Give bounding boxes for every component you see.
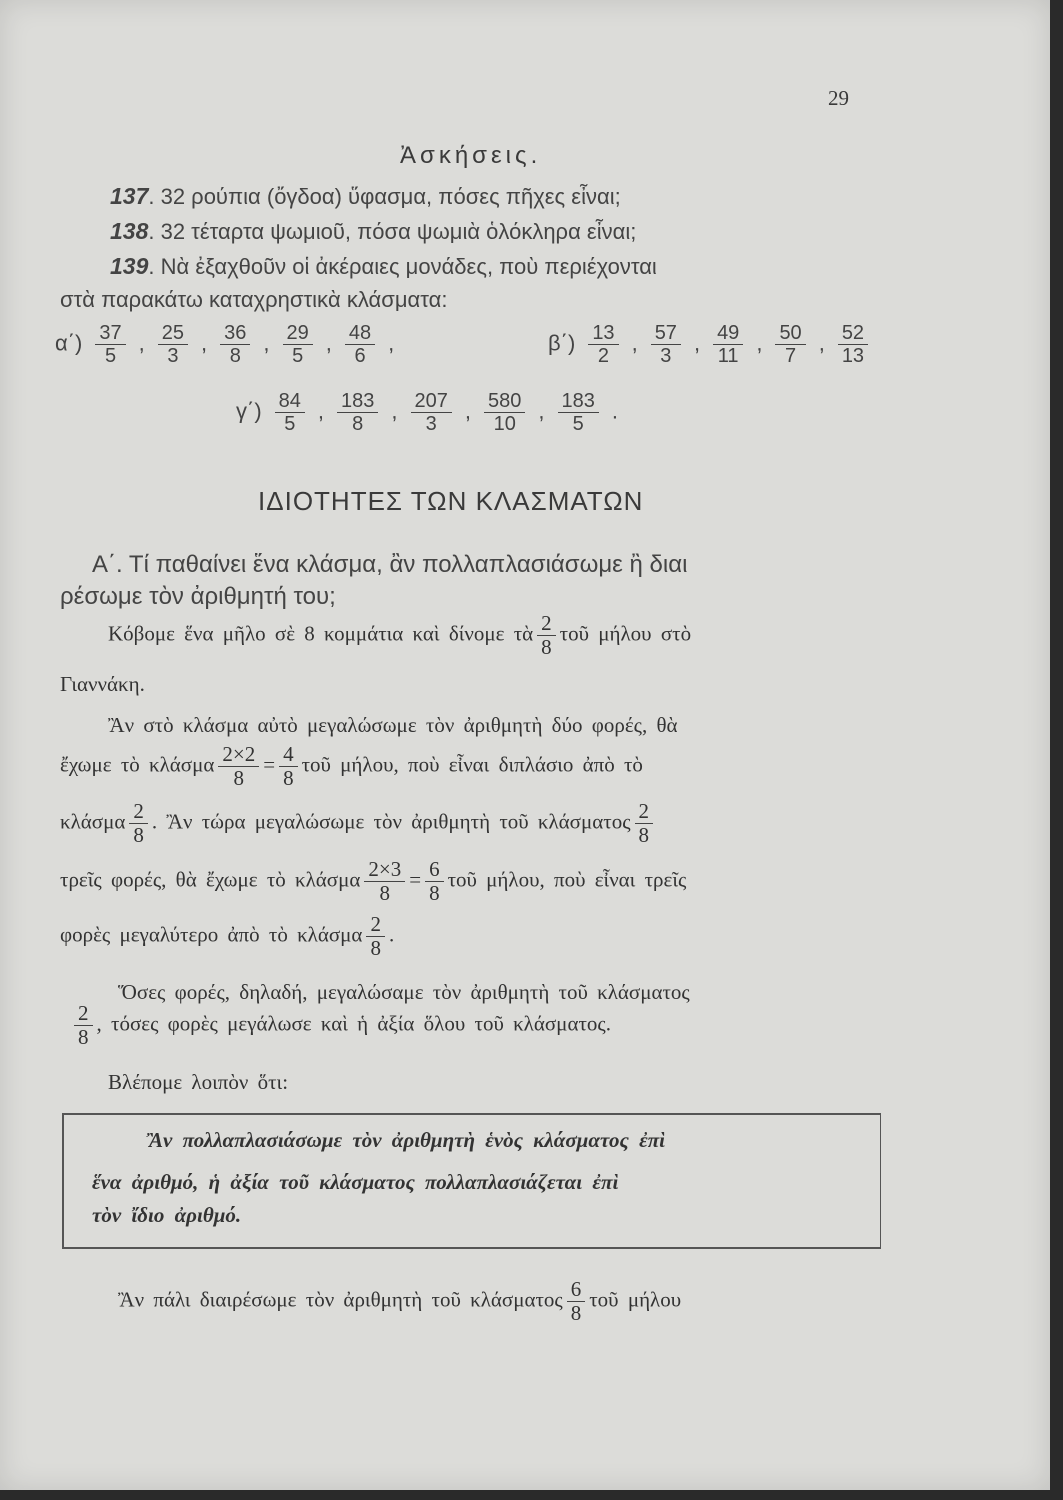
denominator: 8 — [638, 823, 650, 848]
denominator: 8 — [429, 881, 440, 906]
page-number: 29 — [828, 86, 849, 110]
numerator: 50 — [775, 322, 805, 345]
text-segment: τοῦ μήλου, ποὺ εἶναι τρεῖς — [447, 867, 687, 892]
denominator: 13 — [841, 345, 865, 367]
fraction — [713, 322, 743, 367]
text-segment: Γιαννάκη. — [60, 672, 145, 696]
fraction — [425, 858, 444, 905]
numerator: 49 — [713, 322, 743, 345]
denominator: 8 — [352, 413, 364, 435]
text-line — [60, 672, 145, 697]
text-line — [108, 612, 691, 659]
exercise-number: 138 — [110, 218, 149, 244]
denominator: 8 — [233, 766, 245, 791]
text-segment: Βλέπομε λοιπὸν ὅτι: — [108, 1070, 289, 1094]
denominator: 8 — [379, 881, 391, 906]
text-segment: , — [631, 330, 638, 356]
fraction — [279, 743, 298, 790]
fraction — [366, 913, 385, 960]
numerator: 84 — [275, 390, 305, 413]
text-segment: , — [818, 330, 825, 356]
fraction — [283, 322, 313, 367]
text-segment: τρεῖς φορές, θὰ ἔχωμε τὸ κλάσμα — [60, 867, 361, 892]
numerator: 580 — [484, 390, 525, 413]
denominator: 8 — [133, 823, 144, 848]
text-line — [60, 287, 447, 313]
fraction — [588, 322, 618, 367]
denominator: 8 — [370, 936, 381, 961]
text-segment: φορὲς μεγαλύτερο ἀπὸ τὸ κλάσμα — [60, 922, 363, 947]
text-segment: τοῦ μήλου — [589, 1287, 682, 1312]
numerator: 36 — [220, 322, 250, 345]
numerator: 48 — [345, 322, 375, 345]
fraction — [635, 800, 654, 847]
denominator: 5 — [292, 345, 304, 367]
denominator: 8 — [541, 635, 552, 660]
exercise-number: 139 — [110, 253, 149, 279]
text-segment: , — [538, 398, 545, 424]
text-segment: , — [317, 398, 325, 424]
text-line — [92, 551, 687, 579]
fraction-row — [236, 390, 618, 435]
text-segment: = — [409, 867, 422, 892]
text-segment: Ἂν πάλι διαιρέσωμε τὸν ἀριθμητὴ τοῦ κλάσματος — [118, 1287, 563, 1312]
text-segment: . Νὰ ἐξαχθοῦν οἱ ἀκέραιες μονάδες, ποὺ περιέχονται — [148, 254, 657, 279]
text-segment: Κόβομε ἕνα μῆλο σὲ 8 κομμάτια καὶ δίνομε τὰ — [108, 621, 534, 646]
rule-text-line — [92, 1170, 618, 1195]
text-segment: . Ἂν τώρα μεγαλώσωμε τὸν ἀριθμητὴ τοῦ κλάσματος — [151, 809, 631, 834]
numerator: 37 — [95, 322, 125, 345]
text-segment: τοῦ μήλου στὸ — [559, 621, 692, 646]
denominator: 5 — [104, 345, 117, 367]
text-segment: , — [263, 330, 270, 356]
text-segment: . — [388, 922, 395, 947]
text-segment: ἕνα ἀριθμό, ἡ ἀξία τοῦ κλάσματος πολλαπλασιάζεται ἐπὶ — [92, 1170, 619, 1194]
denominator: 5 — [284, 413, 296, 435]
fraction — [95, 322, 125, 367]
fraction — [775, 322, 805, 367]
denominator: 11 — [717, 345, 739, 367]
numerator: 2×2 — [218, 743, 259, 767]
text-line — [60, 913, 394, 960]
denominator: 5 — [572, 413, 584, 435]
text-segment: , — [693, 330, 701, 356]
text-segment: Α΄. Τί παθαίνει ἕνα κλάσμα, ἂν πολλαπλασιάσωμε ἢ διαι — [92, 551, 688, 578]
denominator: 2 — [597, 345, 609, 367]
text-segment: στὰ παρακάτω καταχρηστικὰ κλάσματα: — [60, 287, 448, 312]
text-segment: Ἂν πολλαπλασιάσωμε τὸν ἀριθμητὴ ἑνὸς κλάσματος ἐπὶ — [148, 1128, 666, 1152]
text-line — [110, 218, 636, 245]
numerator: 2 — [537, 612, 556, 636]
numerator: 2×3 — [364, 858, 405, 882]
denominator: 8 — [570, 1301, 582, 1326]
numerator: 2 — [74, 1002, 93, 1026]
text-segment: τοῦ μήλου, ποὺ εἶναι διπλάσιο ἀπὸ τὸ — [301, 752, 643, 777]
text-segment: , — [388, 330, 395, 356]
text-segment: Ὅσες φορές, δηλαδή, μεγαλώσαμε τὸν ἀριθμητὴ τοῦ κλάσματος — [118, 980, 690, 1004]
text-line — [60, 743, 643, 790]
exercise-number: 137 — [110, 183, 149, 209]
text-line — [110, 253, 657, 280]
exercises-heading: Ἀσκήσεις. — [400, 142, 542, 169]
numerator: 183 — [558, 390, 599, 413]
numerator: 4 — [279, 743, 298, 767]
fraction — [411, 390, 452, 435]
text-segment: β΄) — [548, 330, 576, 356]
text-line — [110, 183, 621, 210]
numerator: 2 — [366, 913, 385, 937]
fraction — [364, 858, 405, 905]
fraction — [838, 322, 868, 367]
numerator: 183 — [337, 390, 378, 413]
fraction — [275, 390, 305, 435]
text-segment: ἔχωμε τὸ κλάσμα — [60, 752, 215, 777]
text-segment: , — [756, 330, 763, 356]
text-line — [60, 858, 686, 905]
text-segment: , — [464, 398, 472, 424]
text-line — [70, 1002, 611, 1049]
numerator: 207 — [411, 390, 452, 413]
fraction — [558, 390, 599, 435]
text-segment: , τόσες φορὲς μεγάλωσε καὶ ἡ ἀξία ὅλου τοῦ κλάσματος. — [96, 1011, 611, 1036]
text-line — [118, 1278, 681, 1325]
numerator: 6 — [567, 1278, 586, 1302]
fraction — [220, 322, 250, 367]
text-segment: = — [263, 752, 276, 777]
fraction — [484, 390, 525, 435]
text-segment: . — [611, 398, 619, 424]
denominator: 8 — [283, 766, 294, 791]
denominator: 6 — [354, 345, 366, 367]
fraction-row — [548, 322, 881, 367]
text-segment: γ΄) — [236, 398, 262, 424]
fraction — [129, 800, 148, 847]
section-title: ΙΔΙΟΤΗΤΕΣ ΤΩΝ ΚΛΑΣΜΑΤΩΝ — [258, 486, 644, 516]
numerator: 2 — [635, 800, 654, 824]
rule-text-line — [92, 1203, 241, 1228]
text-segment: ρέσωμε τὸν ἀριθμητή του; — [60, 583, 336, 610]
fraction — [158, 322, 188, 367]
text-segment: , — [201, 330, 208, 356]
fraction — [567, 1278, 586, 1325]
text-line — [108, 1070, 288, 1095]
denominator: 8 — [78, 1025, 89, 1050]
rule-text-line — [148, 1128, 665, 1153]
text-segment: Ἂν στὸ κλάσμα αὐτὸ μεγαλώσωμε τὸν ἀριθμητὴ δύο φορές, θὰ — [108, 713, 678, 737]
fraction — [345, 322, 375, 367]
numerator: 6 — [425, 858, 444, 882]
text-line — [60, 583, 336, 611]
text-segment: , — [138, 330, 145, 356]
denominator: 8 — [229, 345, 241, 367]
text-segment: , — [325, 330, 332, 356]
text-line — [108, 713, 678, 738]
fraction-row — [55, 322, 394, 367]
fraction — [74, 1002, 93, 1049]
numerator: 25 — [158, 322, 188, 345]
text-segment: , — [391, 398, 398, 424]
numerator: 29 — [283, 322, 313, 345]
text-segment: α΄) — [55, 330, 83, 356]
denominator: 3 — [167, 345, 179, 367]
fraction — [337, 390, 378, 435]
denominator: 3 — [660, 345, 672, 367]
denominator: 7 — [785, 345, 797, 367]
numerator: 57 — [651, 322, 681, 345]
text-segment: . 32 τέταρτα ψωμιοῦ, πόσα ψωμιὰ ὁλόκληρα εἶναι; — [148, 219, 637, 244]
denominator: 3 — [425, 413, 437, 435]
text-segment: τὸν ἴδιο ἀριθμό. — [92, 1203, 242, 1227]
text-segment: κλάσμα — [60, 809, 126, 834]
text-line — [60, 800, 657, 847]
numerator: 52 — [838, 322, 868, 345]
numerator: 2 — [129, 800, 148, 824]
denominator: 10 — [493, 413, 516, 435]
fraction — [651, 322, 681, 367]
text-segment: . 32 ρούπια (ὄγδοα) ὕφασμα, πόσες πῆχες εἶναι; — [148, 184, 621, 209]
numerator: 13 — [588, 322, 618, 345]
fraction — [537, 612, 556, 659]
fraction — [218, 743, 259, 790]
